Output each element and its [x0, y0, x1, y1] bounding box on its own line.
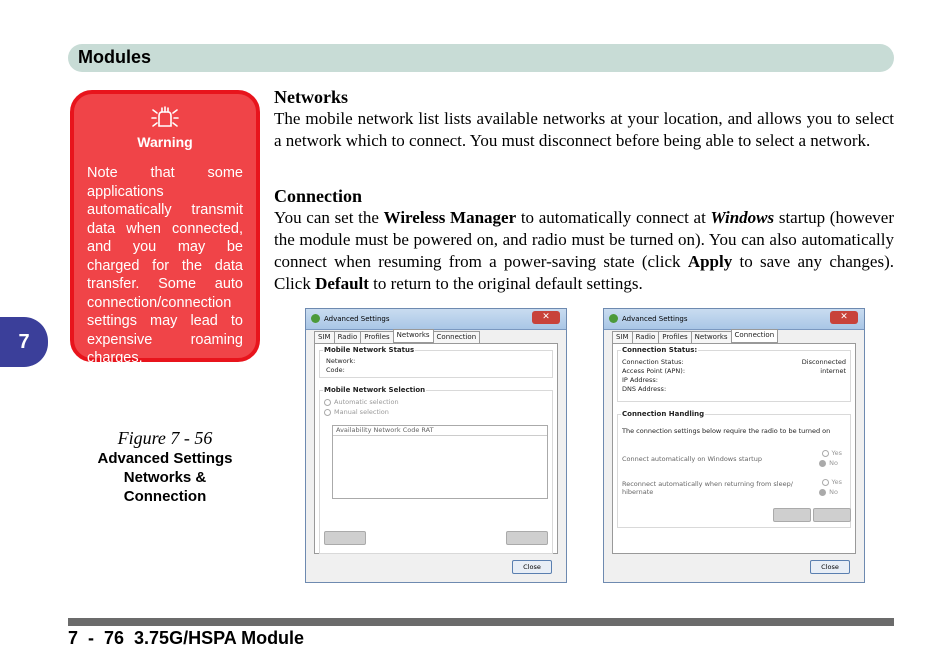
text-run: to save any changes). Click	[274, 252, 894, 293]
tab-connection[interactable]: Connection	[433, 331, 481, 345]
footer-text: 7 - 76 3.75G/HSPA Module	[68, 628, 305, 648]
resume-label: Reconnect automatically when returning from sleep/	[622, 480, 793, 488]
network-selection-group	[319, 386, 553, 554]
app-icon	[609, 314, 618, 323]
connection-status-group	[617, 346, 851, 402]
header-title: Modules	[78, 47, 152, 67]
radio-icon	[324, 409, 331, 416]
radio-icon	[822, 450, 829, 457]
tab-networks[interactable]: Networks	[691, 331, 732, 345]
resume-no-radio[interactable]	[819, 488, 838, 496]
list-header: Availability Network Code RAT	[333, 426, 547, 436]
section-header	[68, 44, 894, 72]
connection-section	[274, 185, 894, 295]
network-label: Network:	[326, 357, 356, 365]
dns-label: DNS Address:	[622, 385, 667, 393]
warning-text: Note that some applications automatically transmit data when connected, and you may be charged for the data transfer. Some auto connection/connection settings may lead to expensive roaming charges.	[87, 165, 243, 366]
default-term: Default	[315, 274, 369, 293]
windows-term: Windows	[710, 208, 775, 227]
conn-status-label: Connection Status:	[622, 358, 684, 366]
app-icon	[311, 314, 320, 323]
radio-label: No	[829, 488, 838, 496]
group-title: Connection Handling	[622, 410, 705, 418]
tab-profiles[interactable]: Profiles	[360, 331, 393, 345]
caption-line-3: Connection	[123, 488, 207, 505]
networks-heading: Networks	[274, 87, 348, 107]
radio-icon	[819, 489, 826, 496]
radio-icon	[819, 460, 826, 467]
manual-selection-radio[interactable]	[324, 408, 389, 416]
text-run: You can set the	[274, 208, 384, 227]
tab-radio[interactable]: Radio	[632, 331, 660, 345]
close-icon[interactable]: ✕	[532, 311, 560, 324]
network-status-group	[319, 346, 553, 378]
figure-number: Figure 7 - 56	[117, 428, 213, 448]
chapter-tab: 7	[0, 317, 48, 367]
radio-label: No	[829, 459, 838, 467]
radio-label: Yes	[831, 478, 842, 486]
close-button[interactable]: Close	[810, 560, 850, 574]
networks-window	[305, 308, 567, 583]
group-title: Mobile Network Status	[324, 346, 415, 354]
group-title: Connection Status:	[622, 346, 698, 354]
radio-icon	[324, 399, 331, 406]
tab-profiles[interactable]: Profiles	[658, 331, 691, 345]
wireless-manager-term: Wireless Manager	[383, 208, 517, 227]
apply-term: Apply	[687, 252, 733, 271]
startup-yes-radio[interactable]	[822, 449, 843, 457]
tab-radio[interactable]: Radio	[334, 331, 362, 345]
connection-text	[274, 207, 894, 295]
warning-box	[70, 90, 260, 366]
tab-connection[interactable]: Connection	[731, 329, 779, 343]
title-bar	[306, 309, 566, 330]
select-button	[506, 531, 548, 545]
warning-hand-icon	[74, 104, 256, 135]
window-title: Advanced Settings	[324, 315, 390, 323]
apn-label: Access Point (APN):	[622, 367, 686, 375]
radio-label: Yes	[831, 449, 842, 457]
connection-window	[603, 308, 865, 583]
text-run: to automatically connect at	[516, 208, 711, 227]
auto-selection-radio[interactable]	[324, 398, 399, 406]
network-list[interactable]	[332, 425, 548, 499]
window-title: Advanced Settings	[622, 315, 688, 323]
radio-icon	[822, 479, 829, 486]
close-icon[interactable]: ✕	[830, 311, 858, 324]
ip-label: IP Address:	[622, 376, 658, 384]
title-bar	[604, 309, 864, 330]
networks-text: The mobile network list lists available networks at your location, and allows you to select a network which to connect. You must disconnect before being able to select a network.	[274, 109, 894, 150]
disconnect-button	[324, 531, 366, 545]
conn-status-value: Disconnected	[801, 358, 846, 366]
radio-label: Manual selection	[334, 408, 389, 416]
default-button	[813, 508, 851, 522]
resume-label-2: hibernate	[622, 488, 654, 496]
code-label: Code:	[326, 366, 345, 374]
handling-note: The connection settings below require the radio to be turned on	[622, 427, 831, 435]
tab-sim[interactable]: SIM	[314, 331, 335, 345]
close-button[interactable]: Close	[512, 560, 552, 574]
connection-panel	[612, 343, 856, 554]
networks-panel	[314, 343, 558, 554]
apn-value: internet	[820, 367, 846, 375]
text-run: startup (however the module must be powered on, and radio must be turned on). You can also automatically connect when resuming from a power-saving state (click	[274, 208, 894, 271]
warning-title: Warning	[137, 134, 193, 150]
radio-label: Automatic selection	[334, 398, 399, 406]
connection-heading: Connection	[274, 186, 363, 206]
networks-section	[274, 86, 894, 152]
tab-sim[interactable]: SIM	[612, 331, 633, 345]
startup-label: Connect automatically on Windows startup	[622, 455, 762, 463]
group-title: Mobile Network Selection	[324, 386, 426, 394]
caption-line-2: Networks &	[123, 469, 207, 486]
text-run: to return to the original default settings.	[368, 274, 643, 293]
startup-no-radio[interactable]	[819, 459, 838, 467]
resume-yes-radio[interactable]	[822, 478, 843, 486]
footer-rule	[68, 618, 894, 626]
tab-networks[interactable]: Networks	[393, 329, 434, 343]
figure-caption	[80, 428, 250, 506]
apply-button	[773, 508, 811, 522]
caption-line-1: Advanced Settings	[97, 450, 233, 467]
